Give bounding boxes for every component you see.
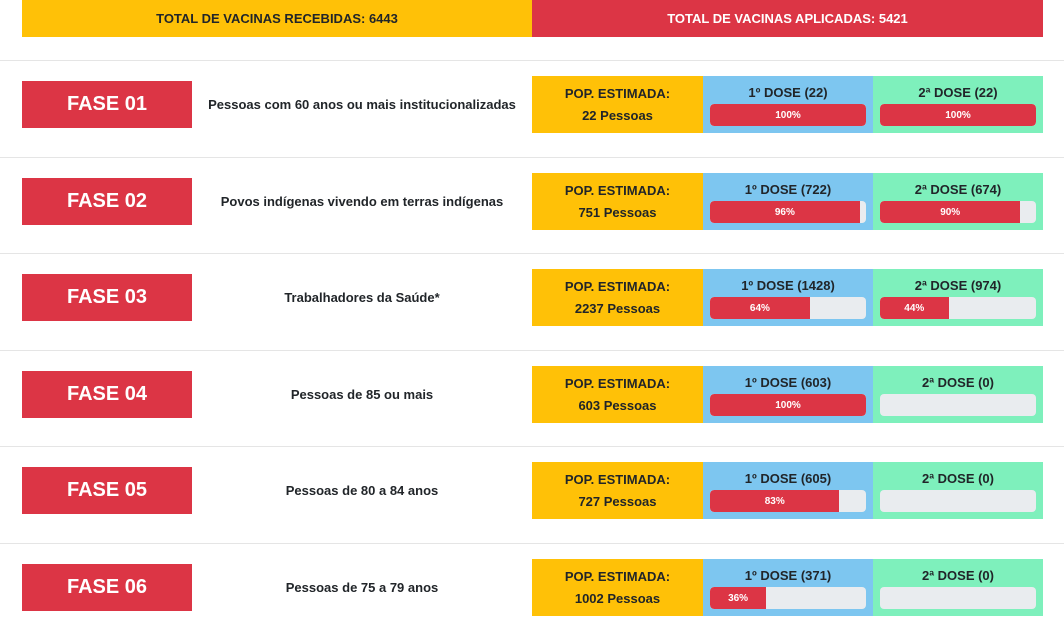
phase-row [0,253,1064,350]
phase-row [0,157,1064,254]
first-dose-progress [710,297,866,319]
second-dose-cell [873,76,1043,133]
pop-label: POP. ESTIMADA: [564,278,671,294]
pop-label: POP. ESTIMADA: [564,182,671,198]
first-dose-cell [703,173,873,230]
second-dose-label: 2ª DOSE (22) [918,85,998,100]
phase-badge: FASE 06 [22,564,192,611]
first-dose-cell [703,366,873,423]
first-dose-progress-fill: 83% [710,490,839,512]
pop-value: 22 Pessoas [582,107,653,123]
phase-badge: FASE 03 [22,274,192,321]
pop-label: POP. ESTIMADA: [564,375,671,391]
total-applied: TOTAL DE VACINAS APLICADAS: 5421 [532,0,1043,37]
estimated-population [532,462,703,519]
phase-badge: FASE 02 [22,178,192,225]
first-dose-label: 1º DOSE (1428) [741,278,835,293]
pop-value: 751 Pessoas [578,204,657,220]
total-received: TOTAL DE VACINAS RECEBIDAS: 6443 [22,0,532,37]
second-dose-progress [880,201,1036,223]
second-dose-progress-fill: 100% [880,104,1036,126]
second-dose-cell [873,559,1043,616]
first-dose-label: 1º DOSE (22) [748,85,828,100]
totals-bar [22,0,1043,37]
pop-value: 603 Pessoas [578,397,657,413]
first-dose-progress-fill: 64% [710,297,810,319]
first-dose-label: 1º DOSE (371) [744,568,832,583]
first-dose-label: 1º DOSE (603) [744,375,832,390]
phase-row [0,543,1064,640]
second-dose-label: 2ª DOSE (0) [922,375,994,390]
second-dose-cell [873,366,1043,423]
estimated-population [532,76,703,133]
first-dose-progress [710,104,866,126]
first-dose-progress-fill: 100% [710,104,866,126]
first-dose-progress [710,394,866,416]
phase-description: Povos indígenas vivendo em terras indígenas [220,194,504,209]
first-dose-label: 1º DOSE (722) [744,182,832,197]
phase-badge: FASE 01 [22,81,192,128]
phase-row [0,60,1064,157]
phase-badge: FASE 05 [22,467,192,514]
pop-value: 2237 Pessoas [574,300,661,316]
second-dose-cell [873,462,1043,519]
pop-label: POP. ESTIMADA: [564,85,671,101]
first-dose-progress [710,201,866,223]
pop-value: 727 Pessoas [578,493,657,509]
pop-label: POP. ESTIMADA: [564,568,671,584]
first-dose-cell [703,76,873,133]
first-dose-progress-fill: 100% [710,394,866,416]
estimated-population [532,366,703,423]
phase-description: Pessoas de 85 ou mais [290,387,434,402]
second-dose-progress [880,394,1036,416]
first-dose-cell [703,462,873,519]
first-dose-progress-fill: 96% [710,201,860,223]
second-dose-progress [880,297,1036,319]
pop-label: POP. ESTIMADA: [564,471,671,487]
second-dose-label: 2ª DOSE (0) [922,471,994,486]
phase-description: Pessoas de 80 a 84 anos [285,483,439,498]
phase-row [0,350,1064,447]
first-dose-label: 1º DOSE (605) [744,471,832,486]
estimated-population [532,173,703,230]
second-dose-cell [873,173,1043,230]
second-dose-progress [880,104,1036,126]
first-dose-progress [710,490,866,512]
estimated-population [532,559,703,616]
phase-description: Trabalhadores da Saúde* [284,290,440,305]
second-dose-label: 2ª DOSE (974) [914,278,1002,293]
phase-badge: FASE 04 [22,371,192,418]
second-dose-label: 2ª DOSE (0) [922,568,994,583]
first-dose-progress [710,587,866,609]
estimated-population [532,269,703,326]
second-dose-label: 2ª DOSE (674) [914,182,1002,197]
second-dose-progress [880,490,1036,512]
first-dose-progress-fill: 36% [710,587,766,609]
phase-description: Pessoas com 60 anos ou mais institucionalizadas [208,97,516,112]
second-dose-progress [880,587,1036,609]
phase-description: Pessoas de 75 a 79 anos [285,580,439,595]
first-dose-cell [703,269,873,326]
first-dose-cell [703,559,873,616]
pop-value: 1002 Pessoas [574,590,661,606]
second-dose-progress-fill: 90% [880,201,1020,223]
phase-row [0,446,1064,543]
second-dose-progress-fill: 44% [880,297,949,319]
second-dose-cell [873,269,1043,326]
